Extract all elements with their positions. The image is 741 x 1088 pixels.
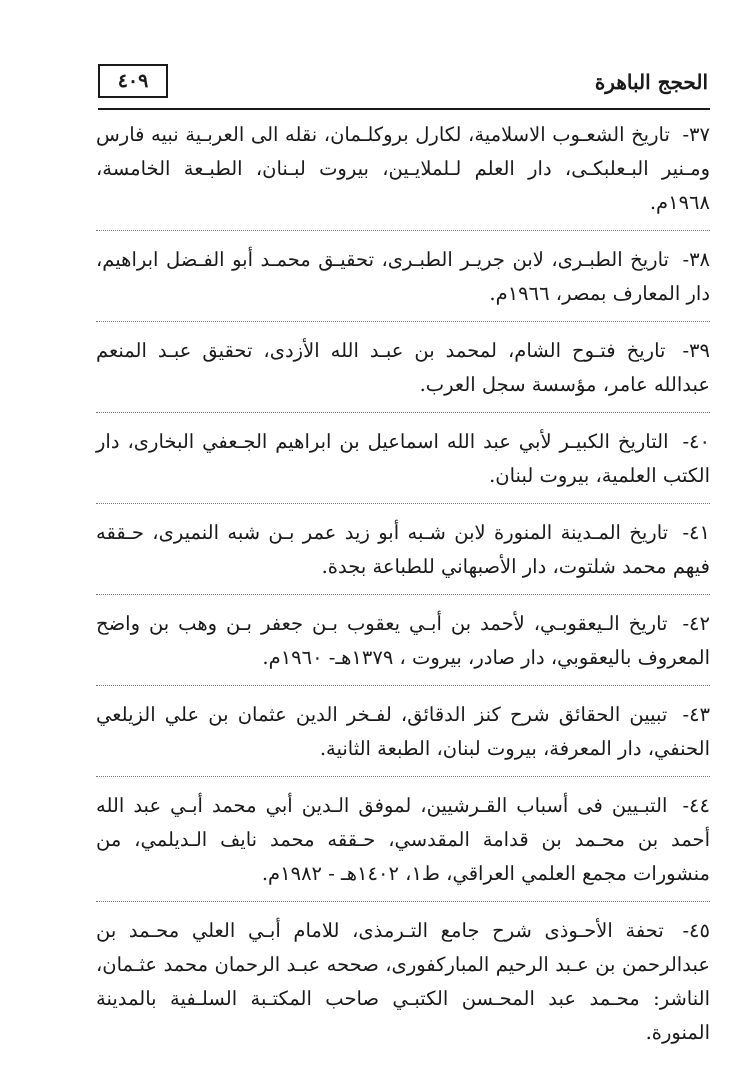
entry-number: ٤٥- bbox=[682, 919, 710, 942]
bibliography-list bbox=[96, 118, 710, 1072]
entry-number: ٣٧- bbox=[682, 123, 710, 146]
page-number: ٤٠٩ bbox=[117, 70, 149, 92]
bibliography-entry bbox=[96, 607, 710, 686]
bibliography-entry bbox=[96, 698, 710, 777]
bibliography-entry bbox=[96, 243, 710, 322]
entry-text: التبـيين فى أسباب القـرشيين، لموفق الـدين أبي محمد أبـي عبد الله أحمد بن محـمد بن قدامة المقدسي، حـققه محمد نايف الـديلمي، من منشورات مجمع العلمي العراقي، ط١، ١٤٠٢هـ - ١٩٨٢م. bbox=[96, 794, 710, 885]
bibliography-entry bbox=[96, 789, 710, 902]
entry-number: ٤٢- bbox=[682, 612, 710, 635]
entry-text: تبيين الحقائق شرح كنز الدقائق، لفـخر الدين عثمان بن علي الزيلعي الحنفي، دار المعرفة، بيروت لبنان، الطبعة الثانية. bbox=[96, 703, 710, 760]
entry-number: ٤٠- bbox=[682, 430, 710, 453]
entry-text: تاريخ الطبـرى، لابن جريـر الطبـرى، تحقيـق محمـد أبو الفـضل ابراهيم، دار المعارف بمصر، ١٩٦٦م. bbox=[96, 248, 710, 305]
entry-text: تاريخ الشعـوب الاسلامية، لكارل بروكلـمان، نقله الى العربـية نبيه فارس ومـنير البـعلبكـى، دار العلم لـلملايـين، بيروت لبـنان، الطبـعة الخامسة، ١٩٦٨م. bbox=[96, 123, 710, 214]
entry-number: ٤٣- bbox=[682, 703, 711, 726]
bibliography-entry bbox=[96, 516, 710, 595]
running-title: الحجج الباهرة bbox=[594, 70, 708, 94]
entry-text: تحفة الأحـوذى شرح جامع التـرمذى، للامام أبـي العلي محـمد بن عبدالرحمن بن عـبد الرحيم المباركفورى، صححه عبـد الرحمان محمد عثـمان، الناشر: محـمد عبد المحـسن الكتبـي صاحب المكتـبة السلـفية بالمدينة المنورة. bbox=[96, 919, 710, 1044]
bibliography-entry bbox=[96, 118, 710, 231]
page-header bbox=[98, 64, 708, 104]
entry-text: تاريخ فتـوح الشام، لمحمد بن عبـد الله الأزدى، تحقيق عبـد المنعم عبدالله عامر، مؤسسة سجل العرب. bbox=[96, 339, 710, 396]
bibliography-entry bbox=[96, 425, 710, 504]
header-rule bbox=[98, 108, 710, 110]
entry-number: ٤٤- bbox=[682, 794, 710, 817]
entry-text: تاريخ الـيعقوبـي، لأحمد بن أبـي يعقوب بـن جعفر بـن وهب بن واضح المعروف باليعقوبي، دار صادر، بيروت ، ١٣٧٩هـ- ١٩٦٠م. bbox=[96, 612, 710, 669]
bibliography-entry bbox=[96, 334, 710, 413]
page-number-box bbox=[98, 64, 168, 98]
entry-text: تاريخ المـدينة المنورة لابن شـبه أبو زيد عمر بـن شبه النميرى، حـققه فيهم محمد شلتوت، دار الأصبهاني للطباعة بجدة. bbox=[96, 521, 710, 578]
bibliography-entry bbox=[96, 914, 710, 1060]
entry-text: التاريخ الكبيـر لأبي عبد الله اسماعيل بن ابراهيم الجـعفي البخارى، دار الكتب العلمية، بيروت لبنان. bbox=[96, 430, 710, 487]
entry-number: ٤١- bbox=[682, 521, 710, 544]
entry-number: ٣٨- bbox=[682, 248, 711, 271]
entry-number: ٣٩- bbox=[682, 339, 710, 362]
